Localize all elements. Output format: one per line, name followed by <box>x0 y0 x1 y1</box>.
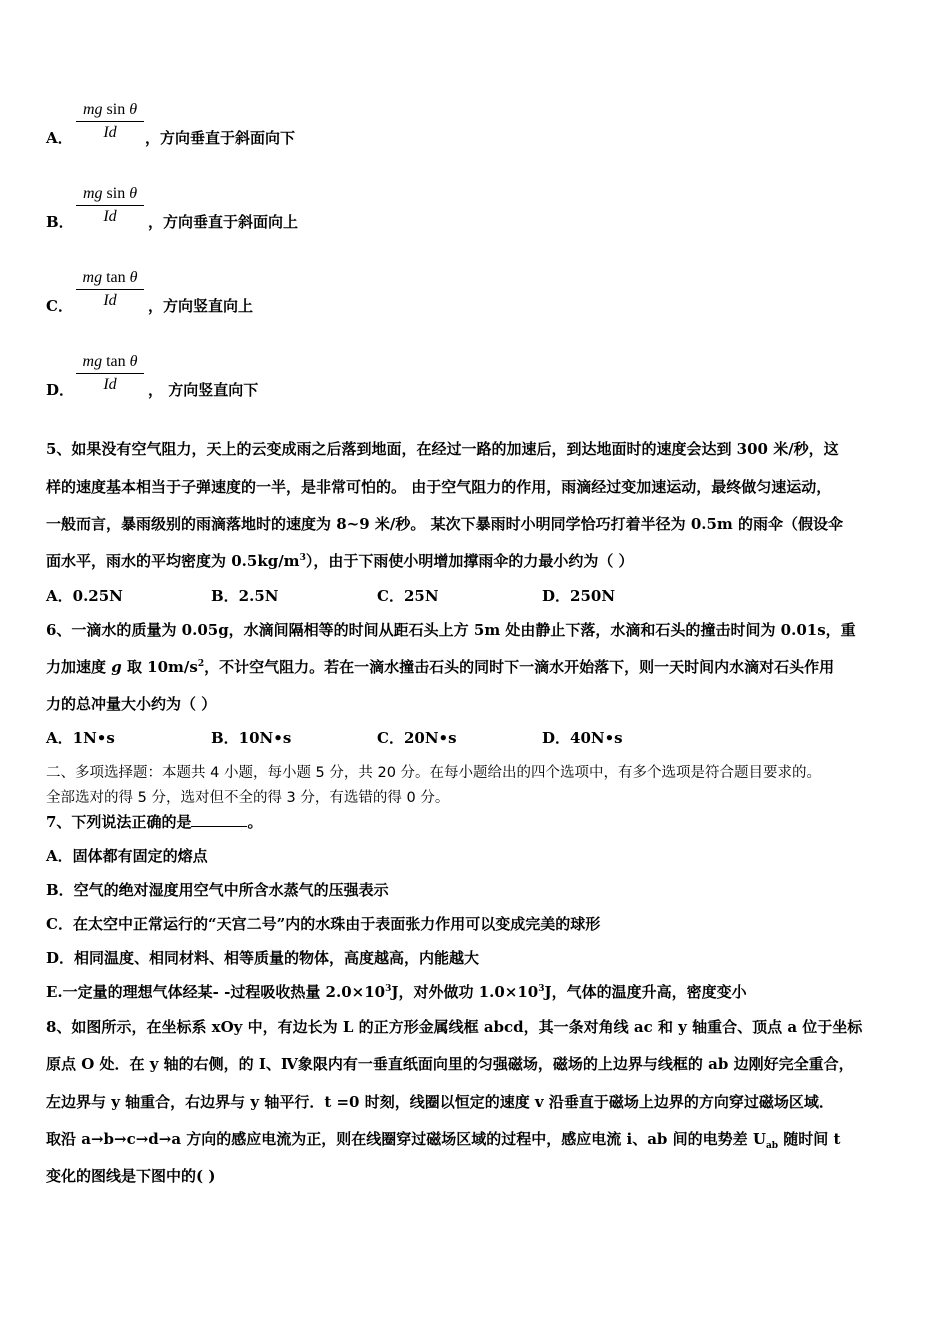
option-text: ，方向垂直于斜面向下 <box>145 129 296 147</box>
option-letter: D． <box>46 381 75 399</box>
q5-line-3: 一般而言，暴雨级别的雨滴落地时的速度为 8~9 米/秒。 某次下暴雨时小明同学恰巧打着半径为 0.5m 的雨伞（假设伞 <box>46 515 844 533</box>
option-letter: A． <box>46 129 73 147</box>
q7-option-b: B．空气的绝对湿度用空气中所含水蒸气的压强表示 <box>46 881 389 899</box>
choice-b: B．10N•s <box>211 729 292 747</box>
option-letter: B． <box>46 213 74 231</box>
choice-b: B．2.5N <box>211 587 279 605</box>
choice-c: C．25N <box>377 587 439 605</box>
choice-a: A．0.25N <box>46 587 123 605</box>
choice-d: D．250N <box>542 587 616 605</box>
fraction: $\frac{\text{mg sin θ}}{Id}$ <box>76 185 144 226</box>
choice-d: D．40N•s <box>542 729 623 747</box>
q5-line-4: 面水平，雨水的平均密度为 $0.5kg/m^3$），由于下雨使小明增加撑雨伞的力最小约为（ ） <box>46 552 634 570</box>
q5-line-2: 样的速度基本相当于子弹速度的一半，是非常可怕的。 由于空气阻力的作用，雨滴经过变加速运动，最终做匀速运动， <box>46 478 832 496</box>
q6-line-3: 力的总冲量大小约为（ ） <box>46 695 217 713</box>
q6-line-1: 6、一滴水的质量为 0.05g，水滴间隔相等的时间从距石头上方 5m 处由静止下落，水滴和石头的撞击时间为 0.01s，重 <box>46 621 856 639</box>
q8-line-3: 左边界与 y 轴重合，右边界与 y 轴平行．t =0 时刻，线圈以恒定的速度 v 沿垂直于磁场上边界的方向穿过磁场区域． <box>46 1093 834 1111</box>
option-text: ，方向竖直向上 <box>148 297 254 315</box>
q7-option-e: E.一定量的理想气体经某- -过程吸收热量 $2.0\times 10^3J$，对外做功 $1.0\times 10^3J$，气体的温度升高，密度变小 <box>46 983 747 1001</box>
q7-option-c: C．在太空中正常运行的“天宫二号”内的水珠由于表面张力作用可以变成完美的球形 <box>46 915 601 933</box>
option-text: ， 方向竖直向下 <box>148 381 259 399</box>
choice-c: C．20N•s <box>377 729 457 747</box>
choice-a: A．1N•s <box>46 729 115 747</box>
q7-option-d: D．相同温度、相同材料、相等质量的物体，高度越高，内能越大 <box>46 949 480 967</box>
q7-stem: 7、下列说法正确的是 。 <box>46 813 263 831</box>
q7-option-a: A．固体都有固定的熔点 <box>46 847 208 865</box>
answer-blank <box>191 812 247 827</box>
q8-line-1: 8、如图所示，在坐标系 xOy 中，有边长为 L 的正方形金属线框 abcd，其一条对角线 ac 和 y 轴重合、顶点 a 位于坐标 <box>46 1018 863 1036</box>
fraction: $\frac{\text{mg tan θ}}{Id}$ <box>76 269 144 310</box>
q8-line-4: 取沿 a→b→c→d→a 方向的感应电流为正，则在线圈穿过磁场区域的过程中，感应电流 i、ab 间的电势差 $U_{ab}$ 随时间 t <box>46 1130 841 1151</box>
q6-line-2: 力加速度 g 取 $10m/s^2$，不计空气阻力。若在一滴水撞击石头的同时下一滴水开始落下，则一天时间内水滴对石头作用 <box>46 658 835 676</box>
q8-line-2: 原点 O 处．在 y 轴的右侧，的 I、Ⅳ象限内有一垂直纸面向里的匀强磁场，磁场的上边界与线框的 ab 边刚好完全重合， <box>46 1055 854 1073</box>
section-2-line-2: 全部选对的得 5 分，选对但不全的得 3 分，有选错的得 0 分。 <box>46 790 450 806</box>
fraction: $\frac{\text{mg sin θ}}{Id}$ <box>76 101 144 142</box>
option-text: ，方向垂直于斜面向上 <box>148 213 299 231</box>
section-2-line-1: 二、多项选择题：本题共 4 小题，每小题 5 分，共 20 分。在每小题给出的四个选项中，有多个选项是符合题目要求的。 <box>46 765 822 781</box>
option-letter: C． <box>46 297 73 315</box>
fraction: $\frac{\text{mg tan θ}}{Id}$ <box>76 353 144 394</box>
q8-line-5: 变化的图线是下图中的( ) <box>46 1167 216 1185</box>
q5-line-1: 5、如果没有空气阻力，天上的云变成雨之后落到地面，在经过一路的加速后，到达地面时的速度会达到 300 米/秒，这 <box>46 440 839 458</box>
